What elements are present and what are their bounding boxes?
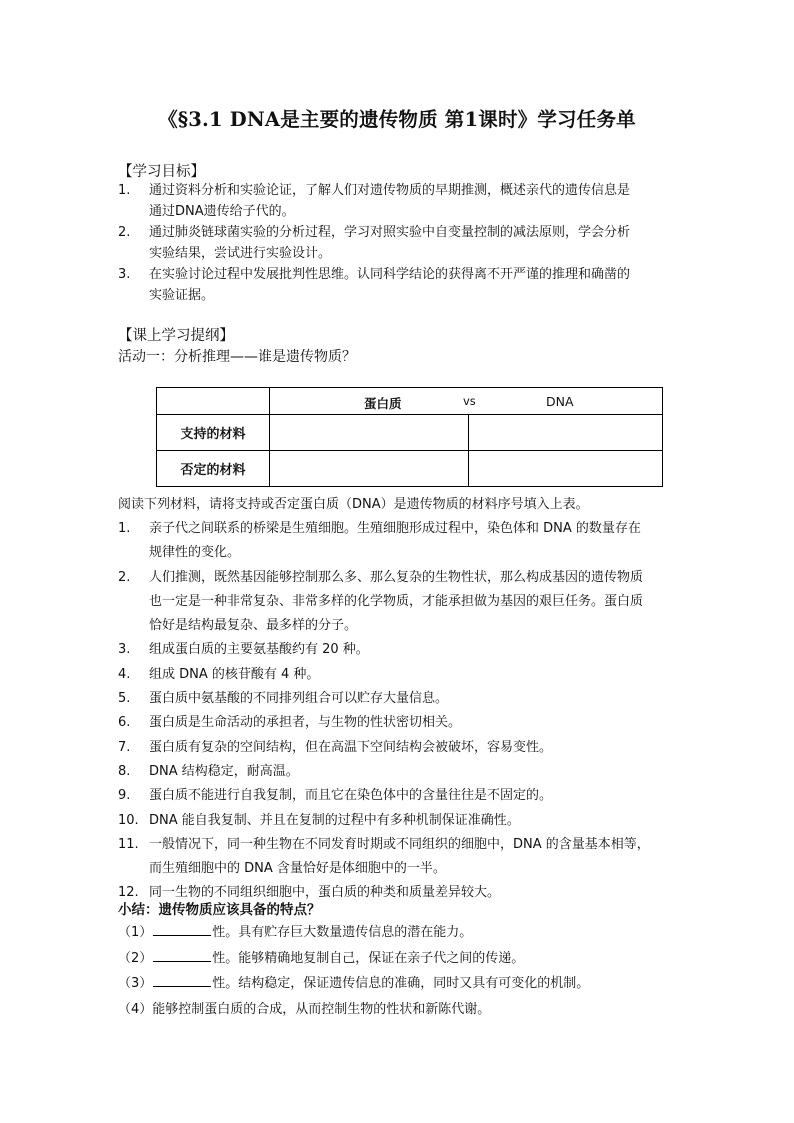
objectives-list (118, 180, 678, 306)
summary-item-number: （1） (118, 925, 153, 940)
against-protein-cell[interactable] (270, 451, 469, 487)
list-item-number: 1. (118, 521, 131, 536)
list-item (118, 760, 678, 784)
list-item (118, 222, 678, 264)
list-item-line: 通过DNA遗传给子代的。 (149, 204, 295, 219)
comparison-table (156, 387, 663, 487)
list-item (118, 638, 678, 662)
list-item (118, 736, 678, 760)
list-item-line: DNA 结构稳定，耐高温。 (149, 763, 299, 779)
outline-heading: 【课上学习提纲】 (118, 328, 234, 344)
support-protein-cell[interactable] (270, 415, 469, 451)
table-corner-cell (157, 388, 270, 415)
summary-item-text: 性。具有贮存巨大数量遗传信息的潜在能力。 (212, 925, 473, 940)
list-item-line: 通过肺炎链球菌实验的分析过程，学习对照实验中自变量控制的减法原则，学会分析 (149, 225, 631, 240)
list-item-number: 7. (118, 739, 131, 755)
summary-item-text: 能够控制蛋白质的合成，从而控制生物的性状和新陈代谢。 (152, 1001, 491, 1017)
list-item (118, 264, 678, 306)
list-item-line: 蛋白质有复杂的空间结构，但在高温下空间结构会被破坏，容易变性。 (149, 739, 553, 755)
list-item-line: 蛋白质是生命活动的承担者，与生物的性状密切相关。 (149, 715, 462, 731)
list-item-line: 组成 DNA 的核苷酸有 4 种。 (149, 666, 320, 682)
list-item-line: 也一定是一种非常复杂、非常多样的化学物质，才能承担做为基因的艰巨任务。蛋白质 (149, 593, 644, 609)
list-item-number: 2. (118, 569, 131, 585)
page-title: 《§3.1 DNA是主要的遗传物质 第1课时》学习任务单 (158, 108, 636, 131)
list-item-line: 蛋白质不能进行自我复制，而且它在染色体中的含量往往是不固定的。 (149, 788, 553, 804)
summary-item (118, 946, 589, 972)
list-item-number: 8. (118, 763, 131, 779)
list-item-line: 人们推测，既然基因能够控制那么多、那么复杂的生物性状，那么构成基因的遗传物质 (149, 569, 644, 585)
list-item (118, 180, 678, 222)
list-item (118, 784, 678, 808)
list-item-line: 在实验讨论过程中发展批判性思维。认同科学结论的获得离不开严谨的推理和确凿的 (149, 267, 631, 282)
list-item-line: 亲子代之间联系的桥梁是生殖细胞。生殖细胞形成过程中，染色体和 DNA 的数量存在 (149, 521, 641, 536)
list-item (118, 687, 678, 711)
fill-in-blank[interactable] (153, 974, 211, 987)
list-item-number: 1. (118, 183, 131, 198)
summary-item-text: 性。结构稳定，保证遗传信息的准确，同时又具有可变化的机制。 (212, 976, 590, 991)
summary-item-number: （4） (118, 1001, 153, 1017)
summary-item-number: （3） (118, 976, 153, 991)
list-item (118, 517, 678, 566)
list-item-number: 12. (118, 885, 139, 901)
list-item-number: 11. (118, 836, 139, 852)
list-item-line: 实验证据。 (149, 288, 215, 303)
list-item-line: 而生殖细胞中的 DNA 含量恰好是体细胞中的一半。 (149, 861, 446, 877)
list-item-line: 通过资料分析和实验论证，了解人们对遗传物质的早期推测，概述亲代的遗传信息是 (149, 183, 631, 198)
list-item-number: 2. (118, 225, 131, 240)
materials-list (118, 517, 678, 906)
list-item-line: 同一生物的不同组织细胞中，蛋白质的种类和质量差异较大。 (149, 885, 501, 901)
fill-in-blank[interactable] (153, 923, 211, 936)
header-dna: DNA (546, 394, 574, 409)
fill-in-blank[interactable] (153, 949, 211, 962)
list-item (118, 809, 678, 833)
summary-item-number: （2） (118, 950, 153, 966)
row-label-support: 支持的材料 (157, 415, 270, 451)
list-item (118, 711, 678, 735)
list-item-number: 4. (118, 666, 131, 682)
list-item-number: 10. (118, 812, 139, 828)
summary-item (118, 920, 589, 946)
list-item (118, 833, 678, 882)
activity-one-title: 活动一：分析推理——谁是遗传物质？ (118, 349, 356, 365)
against-dna-cell[interactable] (469, 451, 663, 487)
list-item-line: 蛋白质中氨基酸的不同排列组合可以贮存大量信息。 (149, 691, 449, 707)
objectives-heading: 【学习目标】 (118, 164, 205, 180)
list-item-line: 实验结果，尝试进行实验设计。 (149, 246, 332, 261)
summary-item (118, 971, 589, 997)
support-dna-cell[interactable] (469, 415, 663, 451)
list-item-line: 规律性的变化。 (149, 545, 241, 561)
list-item (118, 566, 678, 639)
list-item-number: 6. (118, 715, 131, 731)
list-item-number: 5. (118, 691, 131, 707)
list-item-line: 一般情况下，同一种生物在不同发育时期或不同组织的细胞中，DNA 的含量基本相等， (149, 836, 650, 852)
list-item-line: 恰好是结构最复杂、最多样的分子。 (149, 618, 358, 634)
list-item-number: 3. (118, 267, 131, 282)
list-item-number: 3. (118, 642, 131, 658)
table-header-cell (270, 388, 663, 415)
list-item-line: 组成蛋白质的主要氨基酸约有 20 种。 (149, 642, 369, 658)
summary-heading: 小结：遗传物质应该具备的特点？ (118, 902, 321, 918)
row-label-against: 否定的材料 (157, 451, 270, 487)
header-vs: vs (463, 394, 476, 408)
list-item (118, 663, 678, 687)
summary-item-text: 性。能够精确地复制自己，保证在亲子代之间的传递。 (212, 950, 525, 966)
header-protein: 蛋白质 (364, 396, 402, 411)
summary-item (118, 997, 589, 1023)
list-item-line: DNA 能自我复制、并且在复制的过程中有多种机制保证准确性。 (149, 812, 520, 828)
materials-intro: 阅读下列材料，请将支持或否定蛋白质（DNA）是遗传物质的材料序号填入上表。 (118, 497, 589, 512)
list-item-number: 9. (118, 788, 131, 804)
summary-list (118, 920, 589, 1022)
